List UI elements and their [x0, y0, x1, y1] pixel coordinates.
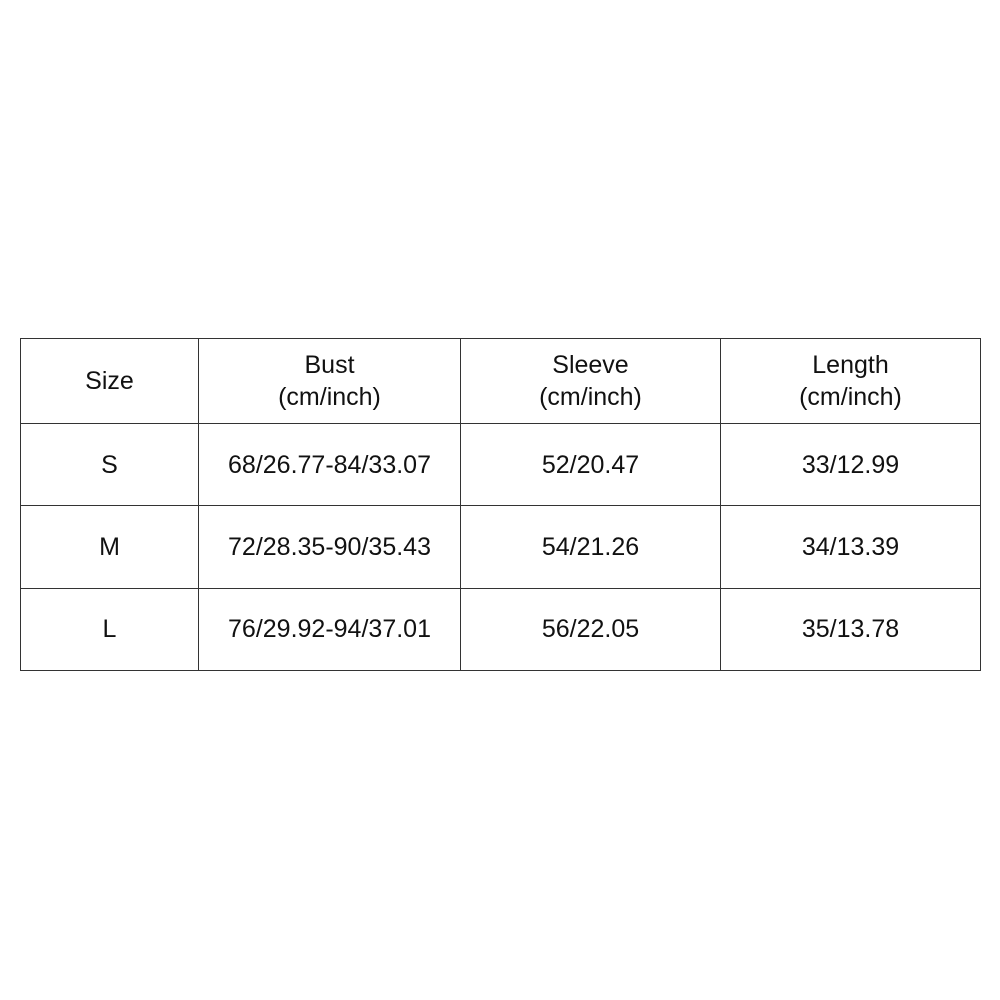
length-cell: 35/13.78	[721, 588, 981, 670]
header-sleeve	[461, 339, 721, 424]
bust-cell: 68/26.77-84/33.07	[199, 424, 461, 506]
size-cell: M	[21, 506, 199, 588]
header-length-label: Length	[812, 351, 889, 379]
sleeve-cell: 54/21.26	[461, 506, 721, 588]
sleeve-cell: 56/22.05	[461, 588, 721, 670]
table-row	[21, 506, 981, 588]
table-row	[21, 424, 981, 506]
header-sleeve-unit: (cm/inch)	[539, 383, 642, 411]
header-bust	[199, 339, 461, 424]
size-chart-table	[20, 338, 981, 671]
length-cell: 33/12.99	[721, 424, 981, 506]
header-bust-unit: (cm/inch)	[278, 383, 381, 411]
header-bust-label: Bust	[304, 351, 355, 379]
sleeve-cell: 52/20.47	[461, 424, 721, 506]
length-cell: 34/13.39	[721, 506, 981, 588]
header-length	[721, 339, 981, 424]
header-sleeve-label: Sleeve	[552, 351, 629, 379]
bust-cell: 76/29.92-94/37.01	[199, 588, 461, 670]
header-length-unit: (cm/inch)	[799, 383, 902, 411]
header-row	[21, 339, 981, 424]
size-cell: L	[21, 588, 199, 670]
table-row	[21, 588, 981, 670]
header-size	[21, 339, 199, 424]
bust-cell: 72/28.35-90/35.43	[199, 506, 461, 588]
header-size-label: Size	[85, 367, 134, 395]
size-cell: S	[21, 424, 199, 506]
